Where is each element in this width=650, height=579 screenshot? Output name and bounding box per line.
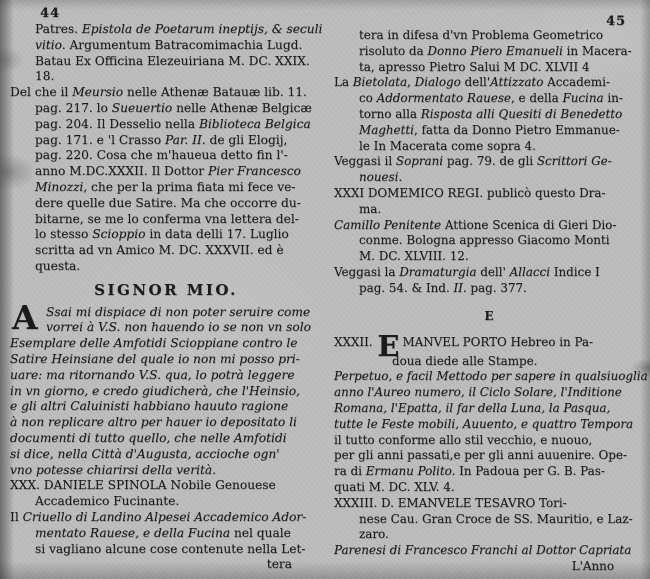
text-line: [10, 447, 322, 463]
text-line: [10, 320, 322, 336]
text-segment: E: [484, 308, 494, 323]
text-segment: Satire Heinsiane del quale io non mi posso pri-: [10, 351, 300, 366]
text-segment: vno potesse chiarirsi della verità.: [10, 462, 217, 477]
text-segment: dere quelle due Satire. Ma che occorre du-: [35, 195, 301, 210]
text-segment: mentato Rauese, e della Fucina: [35, 525, 234, 540]
text-line: [10, 164, 322, 180]
text-segment: documenti di tutto quello, che nelle Amfotidi: [10, 430, 287, 445]
text-segment: nelle Athenæ Batauæ lib. 11.: [126, 85, 307, 100]
text-segment: Batau Ex Officina Elezeuiriana M. DC. XXIX.: [35, 53, 310, 68]
text-segment: scritta ad vn Amico M. DC. XXXVII. ed è: [35, 243, 284, 258]
text-line: [10, 368, 322, 384]
text-line: [334, 154, 644, 170]
text-segment: M. DC. XLVIII. 12.: [359, 249, 469, 264]
text-segment: Parenesi di Francesco Franchi al Dottor Capriata: [334, 543, 632, 558]
text-line: [10, 399, 322, 415]
text-segment: Biblioteca Belgica: [198, 116, 311, 131]
text-line: [10, 463, 322, 479]
text-line: [334, 91, 644, 107]
text-line: [334, 448, 644, 464]
text-segment: risoluto da: [359, 43, 428, 58]
text-segment: conme. Bologna appresso Giacomo Monti: [359, 233, 610, 248]
section-letter-heading: [334, 303, 644, 329]
text-segment: Maghetti: [359, 122, 414, 137]
text-line: [10, 352, 322, 368]
text-line: [10, 69, 322, 85]
text-segment: Meursio: [72, 85, 127, 100]
text-segment: il tutto conforme allo stil vecchio, e nuouo,: [334, 432, 593, 447]
text-line: [334, 123, 644, 139]
text-line: [10, 148, 322, 164]
text-line: [334, 417, 644, 433]
text-segment: vitio.: [35, 37, 70, 52]
text-line: [334, 265, 644, 281]
text-segment: in Macera-: [566, 43, 632, 58]
text-line: [10, 180, 322, 196]
text-segment: Allacci: [509, 264, 554, 279]
text-segment: Attione Scenica di Gieri Dio-: [444, 217, 617, 232]
text-segment: pag. 171. e 'l Crasso: [35, 132, 165, 147]
text-segment: Scioppio: [92, 227, 150, 242]
text-segment: per gli anni passati,e per gli anni auuenire. Ope-: [334, 448, 627, 463]
text-segment: pag. 204. Il Desselio nella: [35, 116, 199, 131]
text-segment: doua diede alle Stampe.: [392, 353, 538, 368]
text-segment: Soprani: [395, 154, 447, 169]
text-segment: XXXII.: [334, 334, 377, 349]
text-line: [334, 218, 644, 234]
text-segment: MANVEL PORTO Hebreo in Pa-: [402, 334, 594, 349]
text-line: [334, 496, 644, 512]
text-segment: Accademico Fucinante.: [35, 494, 180, 509]
text-line: [334, 281, 644, 297]
text-line: [334, 512, 644, 528]
text-segment: Argumentum Batracomimachia Lugd.: [69, 37, 303, 52]
page-number-right: 45: [606, 14, 627, 29]
text-segment: le In Macerata come sopra 4.: [359, 138, 536, 153]
text-line: [334, 401, 644, 417]
text-line: [10, 196, 322, 212]
text-segment: In Padoua per G. B. Pas-: [459, 464, 605, 479]
text-segment: Veggasi il: [334, 154, 396, 169]
text-line: [334, 249, 644, 265]
text-line: [10, 54, 322, 70]
text-segment: Il: [10, 509, 23, 524]
text-segment: Ssai mi dispiace di non poter seruire come: [46, 304, 311, 319]
text-line: [334, 44, 644, 60]
text-line: [10, 542, 322, 558]
text-segment: nouesi.: [359, 170, 403, 185]
text-segment: XXXIII. D. EMANVELE TESAVRO Tori-: [334, 495, 567, 510]
text-line: [334, 385, 644, 401]
text-line: [10, 526, 322, 542]
text-segment: tera: [266, 557, 292, 572]
text-line: [334, 354, 644, 370]
catchword: [334, 559, 644, 575]
text-line: [10, 494, 322, 510]
text-segment: Dramaturgia: [399, 264, 481, 279]
text-line: [334, 139, 644, 155]
text-line: [10, 22, 322, 38]
text-line: [10, 133, 322, 149]
text-line: [334, 170, 644, 186]
text-segment: Attizzato: [490, 75, 548, 90]
text-line: [10, 336, 322, 352]
left-text-column: [10, 22, 322, 573]
text-segment: Bietolata: [352, 75, 408, 90]
text-segment: ,: [407, 75, 415, 90]
text-line: [334, 464, 644, 480]
text-segment: ma.: [359, 201, 382, 216]
catchword: [10, 557, 322, 573]
text-line: [334, 60, 644, 76]
text-line: [334, 433, 644, 449]
text-segment: lo stesso: [35, 227, 93, 242]
text-segment: Minozzi: [35, 179, 84, 194]
text-segment: XXX. DANIELE SPINOLA Nobile Genouese: [10, 478, 276, 493]
text-line: [334, 28, 644, 44]
text-segment: à non replicare altro per hauer io depositato li: [10, 415, 297, 430]
text-segment: II.: [453, 280, 471, 295]
text-segment: Donno Piero Emanueli: [427, 43, 567, 58]
text-segment: co: [359, 91, 377, 106]
text-segment: pag. 217. lo: [35, 100, 112, 115]
text-line: [334, 75, 644, 91]
text-line: [10, 101, 322, 117]
text-line: [334, 480, 644, 496]
text-line: [334, 202, 644, 218]
text-segment: ta, apresso Pietro Salui M DC. XLVII 4: [359, 59, 590, 74]
text-line: [10, 212, 322, 228]
text-line: [10, 117, 322, 133]
text-segment: Camillo Penitente: [334, 217, 445, 232]
text-segment: dell': [480, 264, 510, 279]
text-line: [10, 38, 322, 54]
text-line: [334, 186, 644, 202]
text-line: [10, 415, 322, 431]
text-segment: , e della: [510, 91, 563, 106]
text-line: [10, 85, 322, 101]
text-segment: 18.: [35, 69, 55, 84]
text-line: [334, 233, 644, 249]
text-segment: Del che il: [10, 85, 73, 100]
right-text-column: [334, 28, 648, 575]
text-segment: in-: [607, 91, 623, 106]
text-segment: nese Cau. Gran Croce de SS. Mauritio, e Laz-: [359, 511, 633, 526]
text-segment: tutte le Feste mobili, Auuento, e quattro Tempora: [334, 416, 634, 431]
text-segment: si vagliano alcune cose contenute nella Let-: [35, 541, 306, 556]
text-line: [10, 431, 322, 447]
text-segment: Scrittori Ge-: [536, 154, 612, 169]
text-segment: Dialogo: [414, 75, 465, 90]
text-segment: XXXI DOMEMICO REGI. publicò questo Dra-: [334, 185, 606, 200]
text-line: [10, 259, 322, 275]
text-segment: uare: ma ritornando V.S. qua, lo potrà leggere: [10, 367, 295, 382]
text-segment: in data delli 17. Luglio: [149, 227, 289, 242]
text-segment: dell': [464, 75, 491, 90]
text-line: [10, 510, 322, 526]
text-segment: anno M.DC.XXXII. Il Dottor: [35, 164, 208, 179]
text-segment: anno l'Aureo numero, il Ciclo Solare, l'Inditione: [334, 385, 622, 400]
text-segment: Accademi-: [547, 75, 610, 90]
text-segment: Perpetuo, e facil Mettodo per sapere in qualsiuoglia: [334, 369, 648, 384]
page-number-left: 44: [40, 6, 61, 21]
text-segment: Sueuertio: [111, 100, 177, 115]
text-segment: , fatta da Donno Pietro Emmanue-: [413, 122, 620, 137]
text-segment: Par. II.: [164, 132, 210, 147]
text-segment: Fucina: [562, 91, 608, 106]
text-line: [10, 227, 322, 243]
text-segment: Romana, l'Epatta, il far della Luna, la Pasqua,: [334, 400, 611, 415]
text-segment: nel quale: [233, 525, 291, 540]
text-segment: pag. 377.: [470, 280, 527, 295]
text-segment: Epistola de Poetarum ineptijs, & seculi: [81, 22, 323, 36]
text-segment: quati M. DC. XLV. 4.: [334, 479, 455, 494]
text-segment: nelle Athenæ Belgicæ: [176, 100, 312, 115]
text-segment: torno alla: [359, 106, 421, 121]
text-line: [10, 478, 322, 494]
text-segment: de gli Elogij,: [209, 132, 288, 147]
text-segment: Criuello di Landino Alpesei Accademico Ador-: [22, 509, 307, 524]
text-segment: Risposta alli Quesiti di Benedetto: [420, 106, 623, 121]
text-segment: L'Anno: [571, 558, 614, 573]
text-segment: Addormentato Rauese: [376, 91, 511, 106]
text-line: [334, 543, 644, 559]
text-segment: Veggasi la: [334, 264, 400, 279]
text-line: [10, 243, 322, 259]
text-segment: si dice, nella Città d'Augusta, accioche ogn': [10, 446, 280, 461]
text-segment: pag. 54. & Ind.: [359, 280, 454, 295]
text-line: [334, 107, 644, 123]
text-segment: , che per la prima fiata mi fece ve-: [83, 179, 296, 194]
text-line: [10, 384, 322, 400]
text-segment: pag. 79. de gli: [446, 154, 537, 169]
text-segment: in vn giorno, e credo giudicherà, che l'Heinsio,: [10, 383, 300, 398]
text-segment: ra di: [334, 464, 366, 479]
text-line: [334, 369, 648, 385]
text-segment: Indice I: [553, 264, 600, 279]
section-heading: [10, 280, 322, 299]
text-segment: tera in difesa d'vn Problema Geometrico: [359, 28, 603, 42]
text-segment: Pier Francesco: [208, 164, 301, 179]
text-segment: La: [334, 75, 353, 90]
text-line: [334, 527, 644, 543]
text-segment: bitarne, se me lo conferma vna lettera del-: [35, 211, 299, 226]
dropcap-letter: E: [377, 328, 400, 363]
text-segment: zaro.: [359, 527, 389, 542]
text-segment: SIGNOR MIO.: [94, 280, 238, 299]
text-segment: Patres.: [35, 22, 82, 36]
dropcap-letter: A: [12, 297, 38, 337]
text-segment: e gli altri Caluinisti habbiano hauuto ragione: [10, 399, 289, 414]
text-segment: Esemplare delle Amfotidi Scioppiane contro le: [10, 336, 298, 351]
text-segment: vorrei à V.S. non hauendo io se non vn solo: [46, 320, 311, 335]
text-segment: Ermanu Polito.: [365, 464, 460, 479]
text-segment: pag. 220. Cosa che m'haueua detto fin l'-: [35, 148, 288, 163]
text-segment: questa.: [35, 258, 81, 273]
